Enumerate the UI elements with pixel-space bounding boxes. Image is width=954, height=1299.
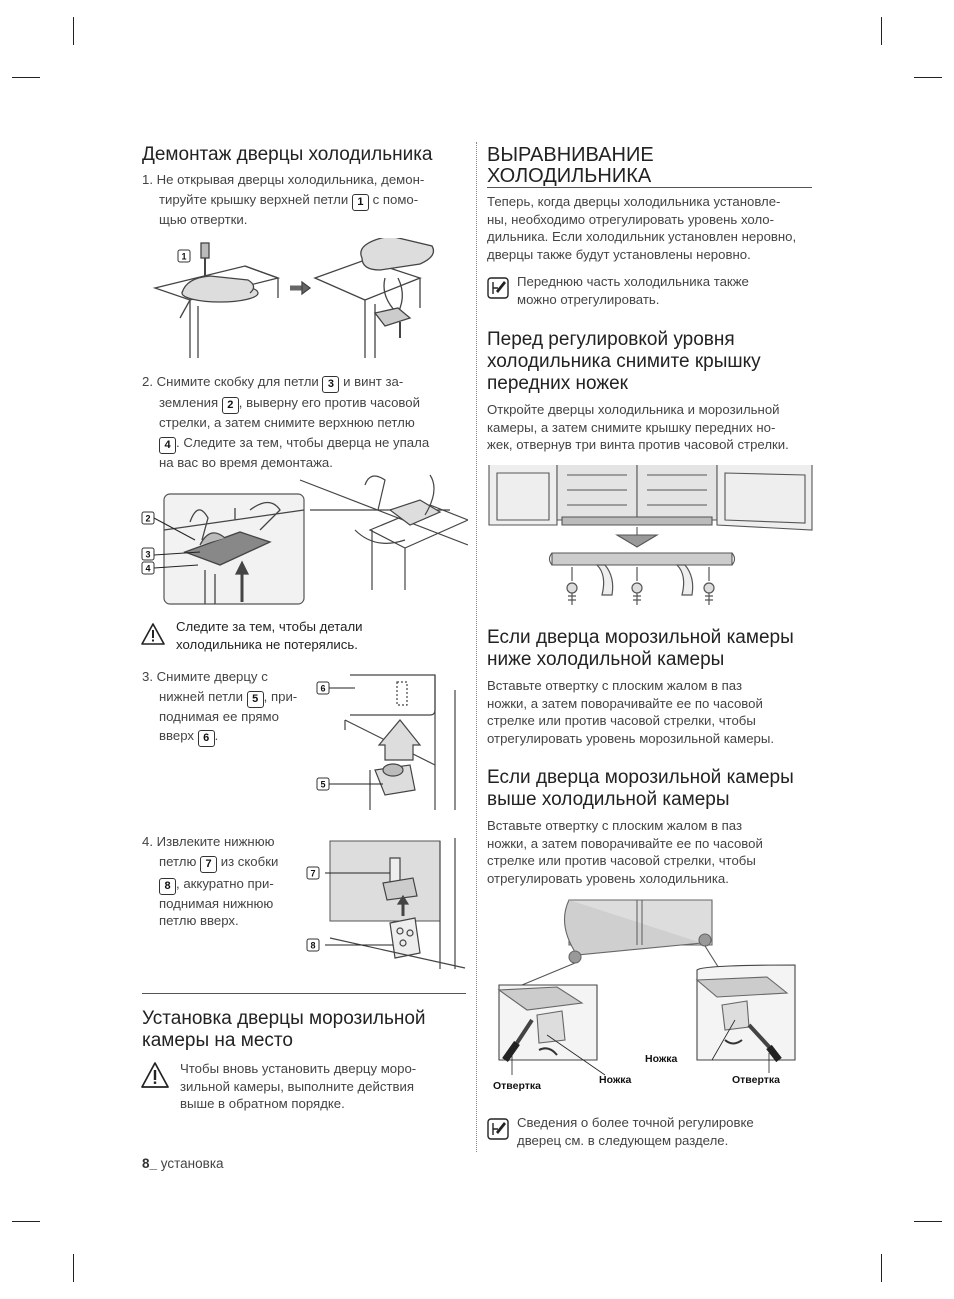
warning-icon bbox=[141, 623, 165, 645]
step-3-line: . bbox=[214, 728, 219, 743]
warning-icon bbox=[141, 1062, 169, 1088]
figure-remove-bottom-hinge bbox=[305, 838, 467, 970]
footer-section: установка bbox=[160, 1156, 224, 1171]
section-title-door-removal: Демонтаж дверцы холодильника bbox=[142, 144, 433, 165]
section-rule bbox=[142, 993, 466, 994]
paragraph-line: дверцы также будут установлены неровно. bbox=[487, 246, 751, 262]
figure-label: 2 bbox=[145, 513, 151, 524]
note-icon bbox=[487, 277, 509, 299]
paragraph-line: отрегулировать уровень морозильной камеры. bbox=[487, 730, 775, 746]
step-4-line: 4. Извлеките нижнюю bbox=[142, 834, 275, 849]
section-title-reinstall bbox=[142, 1008, 426, 1052]
paragraph-line: стрелке или против часовой стрелки, чтобы bbox=[487, 713, 756, 728]
figure-label: 7 bbox=[310, 868, 316, 879]
caution-line: Следите за тем, чтобы детали bbox=[176, 619, 363, 634]
crop-mark bbox=[881, 1254, 882, 1282]
step-4-line: , аккуратно при- bbox=[176, 875, 274, 891]
step-3-line: нижней петли bbox=[159, 688, 243, 704]
caution-note bbox=[176, 618, 466, 654]
paragraph-line: камеры, а затем снимите крышку передних но- bbox=[487, 419, 776, 435]
crop-mark bbox=[914, 77, 942, 78]
step-1-line: с помо- bbox=[372, 191, 419, 207]
callout-badge: 2 bbox=[222, 397, 239, 414]
paragraph-line: стрелке или против часовой стрелки, чтобы bbox=[487, 853, 756, 868]
figure-label: 4 bbox=[145, 563, 151, 574]
callout-badge: 8 bbox=[159, 878, 176, 895]
note-line: можно отрегулировать. bbox=[517, 291, 660, 307]
step-4-line: петлю вверх. bbox=[159, 913, 239, 928]
step-3 bbox=[142, 668, 322, 747]
crop-mark bbox=[914, 1221, 942, 1222]
figure-label-screwdriver: Отвертка bbox=[493, 1080, 541, 1092]
figure-label-screwdriver: Отвертка bbox=[732, 1074, 780, 1086]
section-title-leveling bbox=[487, 145, 654, 187]
page-number: 8_ bbox=[142, 1156, 158, 1171]
callout-badge: 7 bbox=[200, 856, 217, 873]
section-title-freezer-higher bbox=[487, 767, 794, 811]
figure-remove-hinge-cover bbox=[150, 238, 450, 360]
title-line: Если дверца морозильной камеры bbox=[487, 627, 794, 648]
figure-label: 8 bbox=[310, 940, 316, 951]
figure-label-leg: Ножка bbox=[599, 1074, 632, 1086]
caution-line: зильной камеры, выполните действия bbox=[180, 1078, 415, 1094]
title-line: передних ножек bbox=[487, 373, 628, 394]
step-1-line: тируйте крышку верхней петли bbox=[159, 191, 349, 207]
step-1-line: щью отвертки. bbox=[159, 211, 248, 227]
intro-paragraph bbox=[487, 193, 817, 263]
step-4 bbox=[142, 833, 322, 930]
crop-mark bbox=[73, 17, 74, 45]
step-2-line: стрелки, а затем снимите верхнюю петлю bbox=[159, 415, 415, 430]
crop-mark bbox=[73, 1254, 74, 1282]
section-title-freezer-lower bbox=[487, 627, 794, 671]
callout-badge: 3 bbox=[322, 376, 339, 393]
note-line: Сведения о более точной регулировке bbox=[517, 1115, 754, 1130]
paragraph-line: ножки, а затем поворачивайте ее по часовой bbox=[487, 835, 763, 851]
crop-mark bbox=[881, 17, 882, 45]
paragraph-line: ножки, а затем поворачивайте ее по часовой bbox=[487, 695, 763, 711]
title-line: камеры на место bbox=[142, 1030, 293, 1051]
figure-label: 1 bbox=[181, 251, 187, 262]
paragraph-line: отрегулировать уровень холодильника. bbox=[487, 870, 729, 886]
paragraph-line: дильника. Если холодильник установлен неровно, bbox=[487, 229, 797, 244]
step-3-line: , при- bbox=[263, 688, 298, 704]
callout-badge: 5 bbox=[247, 691, 264, 708]
step-1 bbox=[142, 171, 467, 228]
crop-mark bbox=[12, 77, 40, 78]
note-line: Переднюю часть холодильника также bbox=[517, 274, 749, 289]
caution-line: выше в обратном порядке. bbox=[180, 1096, 345, 1111]
callout-badge: 6 bbox=[198, 730, 215, 747]
figure-label: 5 bbox=[320, 779, 326, 790]
figure-leg-adjustment bbox=[487, 895, 817, 1095]
step-2-line: и винт за- bbox=[343, 374, 404, 389]
section-title-remove-cover bbox=[487, 329, 761, 395]
freezer-higher-paragraph bbox=[487, 817, 817, 887]
crop-mark bbox=[12, 1221, 40, 1222]
figure-lift-door bbox=[315, 670, 467, 812]
step-2 bbox=[142, 373, 462, 471]
step-4-line: петлю bbox=[159, 853, 197, 869]
callout-badge: 1 bbox=[352, 194, 369, 211]
title-line: ХОЛОДИЛЬНИКА bbox=[487, 165, 652, 187]
step-4-line: из скобки bbox=[220, 853, 279, 869]
caution-note-reinstall bbox=[180, 1060, 470, 1113]
step-2-line: . Следите за тем, чтобы дверца не упала bbox=[176, 434, 430, 450]
step-2-line: земления bbox=[159, 395, 219, 410]
freezer-lower-paragraph bbox=[487, 677, 817, 747]
figure-remove-top-hinge bbox=[140, 470, 468, 608]
caution-line: холодильника не потерялись. bbox=[176, 637, 358, 652]
paragraph-line: Вставьте отвертку с плоским жалом в паз bbox=[487, 678, 743, 693]
section-rule bbox=[487, 187, 812, 188]
callout-badge: 4 bbox=[159, 437, 176, 454]
step-2-line: 2. Снимите скобку для петли bbox=[142, 374, 319, 389]
note-icon bbox=[487, 1118, 509, 1140]
step-2-line: на вас во время демонтажа. bbox=[159, 454, 333, 470]
figure-front-cover-removal bbox=[487, 465, 817, 610]
paragraph-line: Теперь, когда дверцы холодильника установле- bbox=[487, 194, 781, 209]
title-line: выше холодильной камеры bbox=[487, 789, 730, 810]
remove-cover-paragraph bbox=[487, 401, 817, 454]
title-line: Если дверца морозильной камеры bbox=[487, 767, 794, 788]
step-3-line: поднимая ее прямо bbox=[159, 708, 279, 724]
paragraph-line: жек, отвернув три винта против часовой стрелки. bbox=[487, 437, 789, 452]
figure-label: 6 bbox=[320, 683, 326, 694]
paragraph-line: Вставьте отвертку с плоским жалом в паз bbox=[487, 818, 743, 833]
page-footer bbox=[142, 1156, 224, 1171]
title-line: ниже холодильной камеры bbox=[487, 649, 725, 670]
step-3-line: 3. Снимите дверцу с bbox=[142, 669, 268, 684]
title-line: Установка дверцы морозильной bbox=[142, 1008, 426, 1029]
title-line: Перед регулировкой уровня bbox=[487, 329, 735, 350]
paragraph-line: ны, необходимо отрегулировать уровень холо- bbox=[487, 211, 775, 227]
step-2-line: , выверну его против часовой bbox=[238, 395, 420, 410]
note-line: дверец см. в следующем разделе. bbox=[517, 1132, 729, 1148]
column-divider bbox=[476, 142, 477, 1152]
paragraph-line: Откройте дверцы холодильника и морозильной bbox=[487, 402, 780, 417]
step-1-line: 1. Не открывая дверцы холодильника, демон- bbox=[142, 172, 425, 187]
step-4-line: поднимая нижнюю bbox=[159, 895, 274, 911]
title-line: ВЫРАВНИВАНИЕ bbox=[487, 144, 654, 166]
note bbox=[517, 273, 817, 308]
title-line: холодильника снимите крышку bbox=[487, 351, 761, 372]
caution-line: Чтобы вновь установить дверцу моро- bbox=[180, 1061, 417, 1076]
figure-label-leg: Ножка bbox=[645, 1053, 678, 1065]
step-3-line: вверх bbox=[159, 728, 194, 743]
figure-label: 3 bbox=[145, 549, 151, 560]
note-reference bbox=[517, 1114, 817, 1149]
